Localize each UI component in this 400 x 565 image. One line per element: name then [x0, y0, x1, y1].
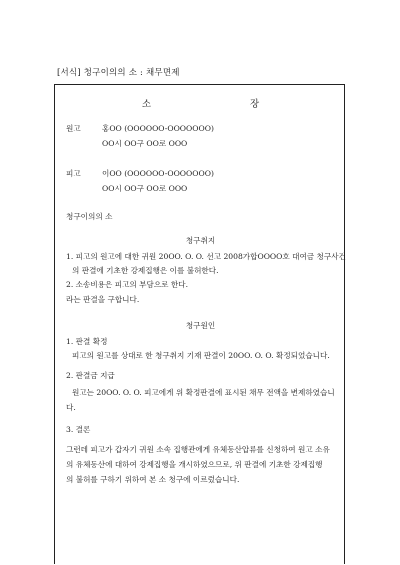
- plaintiff-label: 원고: [66, 124, 81, 133]
- claim-conclusion: 라는 판결을 구합니다.: [66, 295, 140, 304]
- section-body-line: 의 불허를 구하기 위하여 본 소 청구에 이르렀습니다.: [66, 475, 240, 484]
- claim-heading: 청구취지: [185, 236, 216, 245]
- defendant-address: OO시 OO구 OO로 OOO: [102, 184, 188, 193]
- complaint-document: [54, 84, 345, 564]
- case-name: 청구이의의 소: [66, 212, 113, 221]
- claim-item-line: 2. 소송비용은 피고의 부담으로 한다.: [66, 280, 189, 289]
- document-title: 소 장: [141, 99, 308, 110]
- defendant-name: 이OO (OOOOOO-OOOOOOO): [102, 169, 214, 178]
- claim-item-line: 1. 피고의 원고에 대한 귀원 20OO. O. O. 선고 2008가합OOOO호 대여금 청구사건: [66, 252, 346, 261]
- cause-heading: 청구원인: [185, 321, 216, 330]
- section-body-line: 다.: [66, 403, 76, 412]
- section-heading: 3. 결론: [66, 425, 91, 434]
- plaintiff-address: OO시 OO구 OO로 OOO: [102, 139, 188, 148]
- plaintiff-name: 홍OO (OOOOOO-OOOOOOO): [102, 124, 214, 133]
- section-heading: 2. 판결금 지급: [66, 371, 115, 380]
- form-header: [서식] 청구이의의 소 : 채무면제: [57, 68, 180, 78]
- section-body-line: 의 유체동산에 대하여 강제집행을 개시하였으므로, 위 판결에 기초한 강제집행: [66, 460, 323, 469]
- claim-item-line: 의 판결에 기초한 강제집행은 이를 불허한다.: [72, 266, 219, 275]
- section-body-line: 피고의 원고를 상대로 한 청구취지 기재 판결이 20OO. O. O. 확정되었습니다.: [72, 351, 330, 360]
- section-body-line: 원고는 20OO. O. O. 피고에게 위 확정판결에 표시된 채무 전액을 변제하였습니: [72, 388, 335, 397]
- defendant-label: 피고: [66, 169, 81, 178]
- section-body-line: 그런데 피고가 갑자기 귀원 소속 집행관에게 유체동산압류를 신청하여 원고 소유: [66, 445, 330, 454]
- section-heading: 1. 판결 확정: [66, 337, 108, 346]
